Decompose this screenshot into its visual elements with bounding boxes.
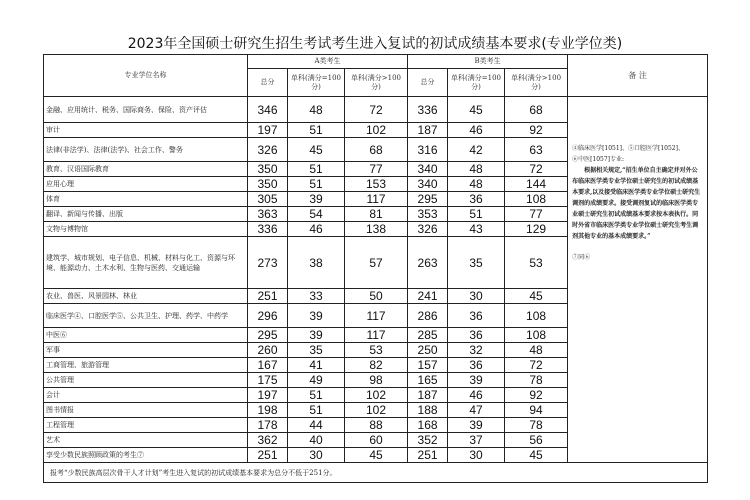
b-total-cell: 295 [408,192,448,207]
subject-name-cell: 工程管理 [44,418,248,433]
subject-name-cell: 工商管理、旅游管理 [44,358,248,373]
a-single-gt100-cell: 82 [345,358,408,373]
b-total-cell: 168 [408,418,448,433]
a-single-100-cell: 48 [288,97,345,123]
a-single-100-cell: 45 [288,138,345,162]
footer-note: 报考“少数民族高层次骨干人才计划”考生进入复试的初试成绩基本要求为总分不低于251分。 [44,463,708,483]
a-single-100-cell: 51 [288,388,345,403]
b-single-gt100-cell: 144 [505,177,568,192]
a-total-cell: 336 [248,222,288,237]
a-single-100-cell: 51 [288,403,345,418]
b-total-cell: 353 [408,207,448,222]
b-total-cell: 187 [408,388,448,403]
a-total-cell: 251 [248,289,288,304]
header-remarks: 备 注 [568,55,708,97]
b-single-gt100-cell: 68 [505,97,568,123]
subject-name-cell: 艺术 [44,433,248,448]
a-single-100-cell: 38 [288,237,345,289]
subject-name-cell: 军事 [44,343,248,358]
b-single-gt100-cell: 45 [505,289,568,304]
subject-name-cell: 金融、应用统计、税务、国际商务、保险、资产评估 [44,97,248,123]
b-total-cell: 188 [408,403,448,418]
remark-note: ④临床医学[1051]、⑤口腔医学[1052]、 [572,145,684,152]
score-table [43,54,708,483]
b-single-100-cell: 46 [448,388,505,403]
header-b-single-gt100: 单科(满分>100分) [505,69,568,97]
subject-name-cell: 中医⑥ [44,328,248,343]
b-total-cell: 340 [408,177,448,192]
a-total-cell: 350 [248,177,288,192]
a-single-gt100-cell: 117 [345,192,408,207]
a-total-cell: 178 [248,418,288,433]
remark-note: 根据相关规定,“招生单位自主确定并对外公布临床医学类专业学位硕士研究生的初试成绩基本要求,以及接受临床医学类专业学位硕士研究生调剂的成绩要求。接受调剂复试的临床医学类专业硕士研究生初试成绩基本要求按本表执行。同时外省市临床医学类专业学位硕士研究生考生调剂其他专业的基本成绩要求。” [572,167,701,240]
b-single-100-cell: 30 [448,289,505,304]
a-single-gt100-cell: 57 [345,237,408,289]
a-single-gt100-cell: 153 [345,177,408,192]
b-single-gt100-cell: 53 [505,237,568,289]
subject-name-cell: 农业、兽医、风景园林、林业 [44,289,248,304]
a-single-gt100-cell: 102 [345,388,408,403]
b-single-100-cell: 37 [448,433,505,448]
b-single-100-cell: 48 [448,162,505,177]
b-single-100-cell: 35 [448,237,505,289]
b-single-100-cell: 36 [448,328,505,343]
a-single-100-cell: 39 [288,328,345,343]
a-total-cell: 175 [248,373,288,388]
b-total-cell: 263 [408,237,448,289]
a-single-100-cell: 51 [288,123,345,138]
a-total-cell: 346 [248,97,288,123]
a-single-100-cell: 54 [288,207,345,222]
a-single-gt100-cell: 117 [345,304,408,328]
b-total-cell: 241 [408,289,448,304]
b-single-gt100-cell: 72 [505,162,568,177]
a-single-100-cell: 33 [288,289,345,304]
a-total-cell: 198 [248,403,288,418]
b-total-cell: 340 [408,162,448,177]
b-total-cell: 316 [408,138,448,162]
b-total-cell: 352 [408,433,448,448]
b-single-gt100-cell: 92 [505,123,568,138]
b-single-100-cell: 32 [448,343,505,358]
subject-name-cell: 文物与博物馆 [44,222,248,237]
b-total-cell: 336 [408,97,448,123]
score-table-body [44,97,708,483]
b-single-100-cell: 36 [448,358,505,373]
b-single-gt100-cell: 48 [505,343,568,358]
a-single-gt100-cell: 117 [345,328,408,343]
b-single-100-cell: 39 [448,373,505,388]
b-single-gt100-cell: 56 [505,433,568,448]
a-total-cell: 273 [248,237,288,289]
a-single-gt100-cell: 60 [345,433,408,448]
b-total-cell: 251 [408,448,448,463]
b-single-gt100-cell: 63 [505,138,568,162]
subject-name-cell: 临床医学④、口腔医学⑤、公共卫生、护理、药学、中药学 [44,304,248,328]
a-single-gt100-cell: 98 [345,373,408,388]
a-total-cell: 362 [248,433,288,448]
b-single-100-cell: 45 [448,97,505,123]
header-subject-name: 专业学位名称 [44,55,248,97]
b-single-gt100-cell: 108 [505,304,568,328]
remark-note: ⑥中医[1057]专业: [572,156,625,163]
b-single-gt100-cell: 78 [505,418,568,433]
a-single-100-cell: 35 [288,343,345,358]
b-single-100-cell: 48 [448,177,505,192]
b-single-100-cell: 36 [448,304,505,328]
b-single-100-cell: 36 [448,192,505,207]
b-single-100-cell: 39 [448,418,505,433]
a-single-100-cell: 39 [288,304,345,328]
b-total-cell: 285 [408,328,448,343]
header-a-total: 总分 [248,69,288,97]
table-row [44,97,708,123]
header-a-group: A类考生 [248,55,408,69]
score-table-container [43,54,707,477]
b-total-cell: 286 [408,304,448,328]
page-title: 2023年全国硕士研究生招生考试考生进入复试的初试成绩基本要求(专业学位类) [127,36,623,52]
a-single-gt100-cell: 77 [345,162,408,177]
a-total-cell: 305 [248,192,288,207]
subject-name-cell: 建筑学、城市规划、电子信息、机械、材料与化工、资源与环境、能源动力、土木水利、生物与医药、交通运输 [44,237,248,289]
remark-note: ⑦同⑥ [572,254,591,261]
b-single-gt100-cell: 108 [505,328,568,343]
subject-name-cell: 教育、汉语国际教育 [44,162,248,177]
a-single-gt100-cell: 138 [345,222,408,237]
a-total-cell: 251 [248,448,288,463]
a-single-gt100-cell: 81 [345,207,408,222]
header-b-total: 总分 [408,69,448,97]
b-single-gt100-cell: 78 [505,373,568,388]
a-total-cell: 350 [248,162,288,177]
subject-name-cell: 享受少数民族照顾政策的考生⑦ [44,448,248,463]
a-total-cell: 296 [248,304,288,328]
header-b-single-100: 单科(满分=100分) [448,69,505,97]
a-single-100-cell: 44 [288,418,345,433]
a-single-100-cell: 41 [288,358,345,373]
a-single-gt100-cell: 72 [345,97,408,123]
a-single-100-cell: 46 [288,222,345,237]
b-total-cell: 187 [408,123,448,138]
b-single-100-cell: 51 [448,207,505,222]
b-single-100-cell: 43 [448,222,505,237]
b-single-100-cell: 46 [448,123,505,138]
a-single-gt100-cell: 50 [345,289,408,304]
a-single-100-cell: 30 [288,448,345,463]
b-total-cell: 250 [408,343,448,358]
b-single-gt100-cell: 92 [505,388,568,403]
subject-name-cell: 图书情报 [44,403,248,418]
footer-row [44,463,708,483]
b-single-gt100-cell: 72 [505,358,568,373]
a-single-100-cell: 39 [288,192,345,207]
subject-name-cell: 法律(非法学)、法律(法学)、社会工作、警务 [44,138,248,162]
b-single-100-cell: 42 [448,138,505,162]
b-single-gt100-cell: 45 [505,448,568,463]
a-total-cell: 197 [248,123,288,138]
b-total-cell: 157 [408,358,448,373]
a-total-cell: 167 [248,358,288,373]
b-total-cell: 165 [408,373,448,388]
remarks-cell [568,97,708,463]
header-b-group: B类考生 [408,55,568,69]
a-single-gt100-cell: 45 [345,448,408,463]
a-single-gt100-cell: 68 [345,138,408,162]
b-single-gt100-cell: 129 [505,222,568,237]
a-total-cell: 295 [248,328,288,343]
subject-name-cell: 翻译、新闻与传播、出版 [44,207,248,222]
a-single-gt100-cell: 88 [345,418,408,433]
subject-name-cell: 应用心理 [44,177,248,192]
a-total-cell: 260 [248,343,288,358]
header-a-single-100: 单科(满分=100分) [288,69,345,97]
b-single-gt100-cell: 77 [505,207,568,222]
header-a-single-gt100: 单科(满分>100分) [345,69,408,97]
a-single-gt100-cell: 53 [345,343,408,358]
a-single-gt100-cell: 102 [345,123,408,138]
b-total-cell: 326 [408,222,448,237]
b-single-gt100-cell: 94 [505,403,568,418]
b-single-gt100-cell: 108 [505,192,568,207]
subject-name-cell: 审计 [44,123,248,138]
subject-name-cell: 体育 [44,192,248,207]
b-single-100-cell: 30 [448,448,505,463]
a-single-100-cell: 40 [288,433,345,448]
a-total-cell: 197 [248,388,288,403]
a-single-gt100-cell: 102 [345,403,408,418]
subject-name-cell: 公共管理 [44,373,248,388]
a-single-100-cell: 49 [288,373,345,388]
a-single-100-cell: 51 [288,177,345,192]
a-single-100-cell: 51 [288,162,345,177]
b-single-100-cell: 47 [448,403,505,418]
a-total-cell: 363 [248,207,288,222]
a-total-cell: 326 [248,138,288,162]
subject-name-cell: 会计 [44,388,248,403]
